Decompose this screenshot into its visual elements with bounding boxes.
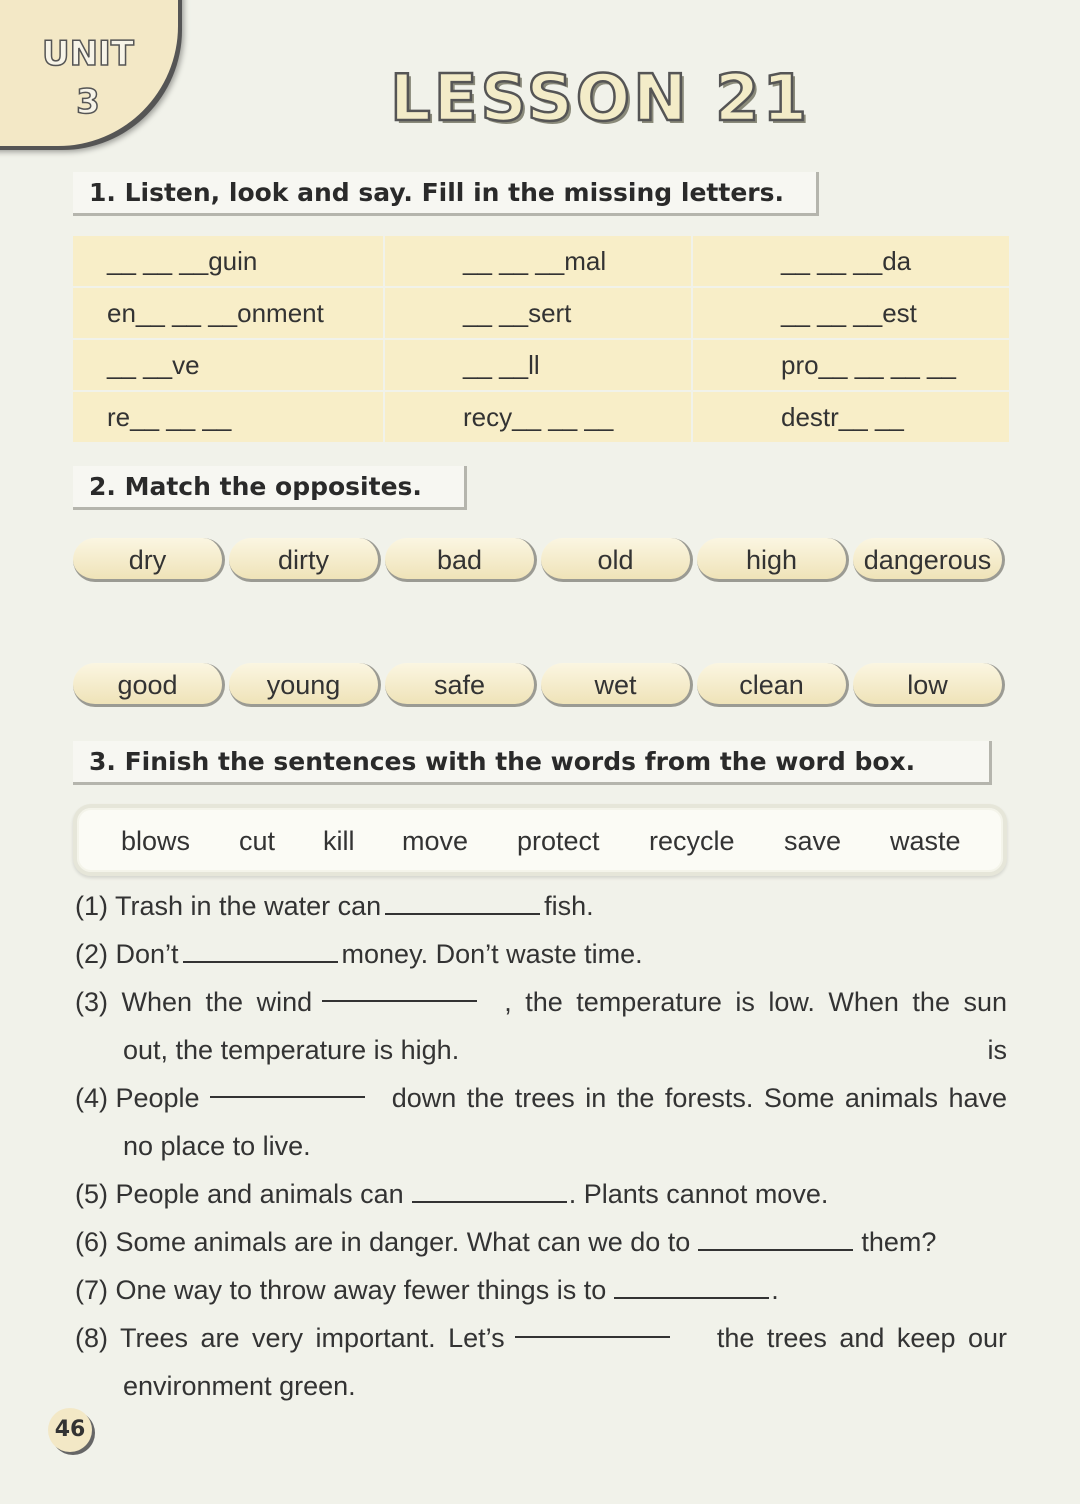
sentence-text: (2) Don’t xyxy=(75,939,179,969)
word-pill[interactable]: high xyxy=(697,538,849,582)
sentence-text: them? xyxy=(861,1227,937,1257)
sentence-4 xyxy=(75,1074,1007,1170)
word-box-item: protect xyxy=(517,826,600,856)
word-pill[interactable]: safe xyxy=(385,663,537,707)
word-pill[interactable]: old xyxy=(541,538,693,582)
word-box-item: recycle xyxy=(649,826,735,856)
table-cell: __ __ __da xyxy=(693,236,1009,286)
table-cell: __ __ __est xyxy=(693,288,1009,338)
table-cell: __ __ __guin xyxy=(73,236,383,286)
sentence-text: (4) People xyxy=(75,1083,200,1113)
answer-blank[interactable] xyxy=(412,1179,567,1203)
sentence-7 xyxy=(75,1266,1007,1314)
sentence-2 xyxy=(75,930,1007,978)
sentence-text: (3) When the wind xyxy=(75,987,313,1017)
sentence-text: (6) Some animals are in danger. What can we do to xyxy=(75,1227,691,1257)
lesson-title: LESSON 21 xyxy=(389,62,811,136)
table-cell: __ __ __mal xyxy=(385,236,691,286)
word-pill[interactable]: dangerous xyxy=(853,538,1005,582)
sentence-text: the trees and keep our xyxy=(716,1323,1007,1353)
page-number: 46 xyxy=(48,1408,92,1452)
word-pill[interactable]: bad xyxy=(385,538,537,582)
sentence-5 xyxy=(75,1170,1007,1218)
word-pill[interactable]: wet xyxy=(541,663,693,707)
sentence-text: (8) Trees are very important. Let’s xyxy=(75,1323,505,1353)
sentence-text: , the temperature is low. When the sun is xyxy=(504,987,1007,1065)
sentence-6 xyxy=(75,1218,1007,1266)
word-box-item: kill xyxy=(323,826,355,856)
unit-label xyxy=(42,30,134,126)
word-box-item: cut xyxy=(239,826,276,856)
word-box-item: save xyxy=(784,826,842,856)
missing-letters-table xyxy=(73,236,1005,436)
sentence-text: fish. xyxy=(544,891,594,921)
word-pill[interactable]: good xyxy=(73,663,225,707)
table-cell: __ __sert xyxy=(385,288,691,338)
word-box-item: waste xyxy=(890,826,961,856)
word-pill[interactable]: low xyxy=(853,663,1005,707)
section1-heading: 1. Listen, look and say. Fill in the missing letters. xyxy=(73,172,819,216)
sentence-text: (1) Trash in the water can xyxy=(75,891,382,921)
word-pill[interactable]: young xyxy=(229,663,381,707)
sentence-text: no place to live. xyxy=(123,1131,311,1161)
sentence-text: . Plants cannot move. xyxy=(568,1179,829,1209)
answer-blank[interactable] xyxy=(322,978,477,1002)
answer-blank[interactable] xyxy=(385,891,540,915)
sentence-text: money. Don’t waste time. xyxy=(341,939,643,969)
sentence-3 xyxy=(75,978,1007,1074)
table-cell: recy__ __ __ xyxy=(385,392,691,442)
sentence-text: (5) People and animals can xyxy=(75,1179,404,1209)
word-box-item: move xyxy=(402,826,469,856)
table-cell: re__ __ __ xyxy=(73,392,383,442)
sentence-text: (7) One way to throw away fewer things is to xyxy=(75,1275,607,1305)
sentence-text: down the trees in the forests. Some animals have xyxy=(391,1083,1007,1113)
answer-blank[interactable] xyxy=(210,1074,365,1098)
section3-heading: 3. Finish the sentences with the words from the word box. xyxy=(73,741,992,785)
word-pill[interactable]: dirty xyxy=(229,538,381,582)
answer-blank[interactable] xyxy=(698,1227,853,1251)
unit-word: UNIT xyxy=(42,34,134,74)
sentence-8 xyxy=(75,1314,1007,1410)
sentence-text: . xyxy=(771,1275,779,1305)
table-cell: destr__ __ xyxy=(693,392,1009,442)
sentence-text: environment green. xyxy=(123,1371,356,1401)
unit-number: 3 xyxy=(76,82,100,122)
answer-blank[interactable] xyxy=(515,1314,670,1338)
table-cell: __ __ll xyxy=(385,340,691,390)
table-cell: pro__ __ __ __ xyxy=(693,340,1009,390)
word-pill[interactable]: dry xyxy=(73,538,225,582)
section2-heading: 2. Match the opposites. xyxy=(73,466,467,510)
opposites-row-2 xyxy=(73,663,1007,707)
answer-blank[interactable] xyxy=(183,939,338,963)
word-box-item: blows xyxy=(121,826,191,856)
opposites-row-1 xyxy=(73,538,1007,582)
answer-blank[interactable] xyxy=(614,1275,769,1299)
table-cell: en__ __ __onment xyxy=(73,288,383,338)
table-cell: __ __ve xyxy=(73,340,383,390)
sentence-1 xyxy=(75,882,1007,930)
word-box xyxy=(73,804,1007,876)
word-pill[interactable]: clean xyxy=(697,663,849,707)
sentence-text: out, the temperature is high. xyxy=(123,1035,460,1065)
